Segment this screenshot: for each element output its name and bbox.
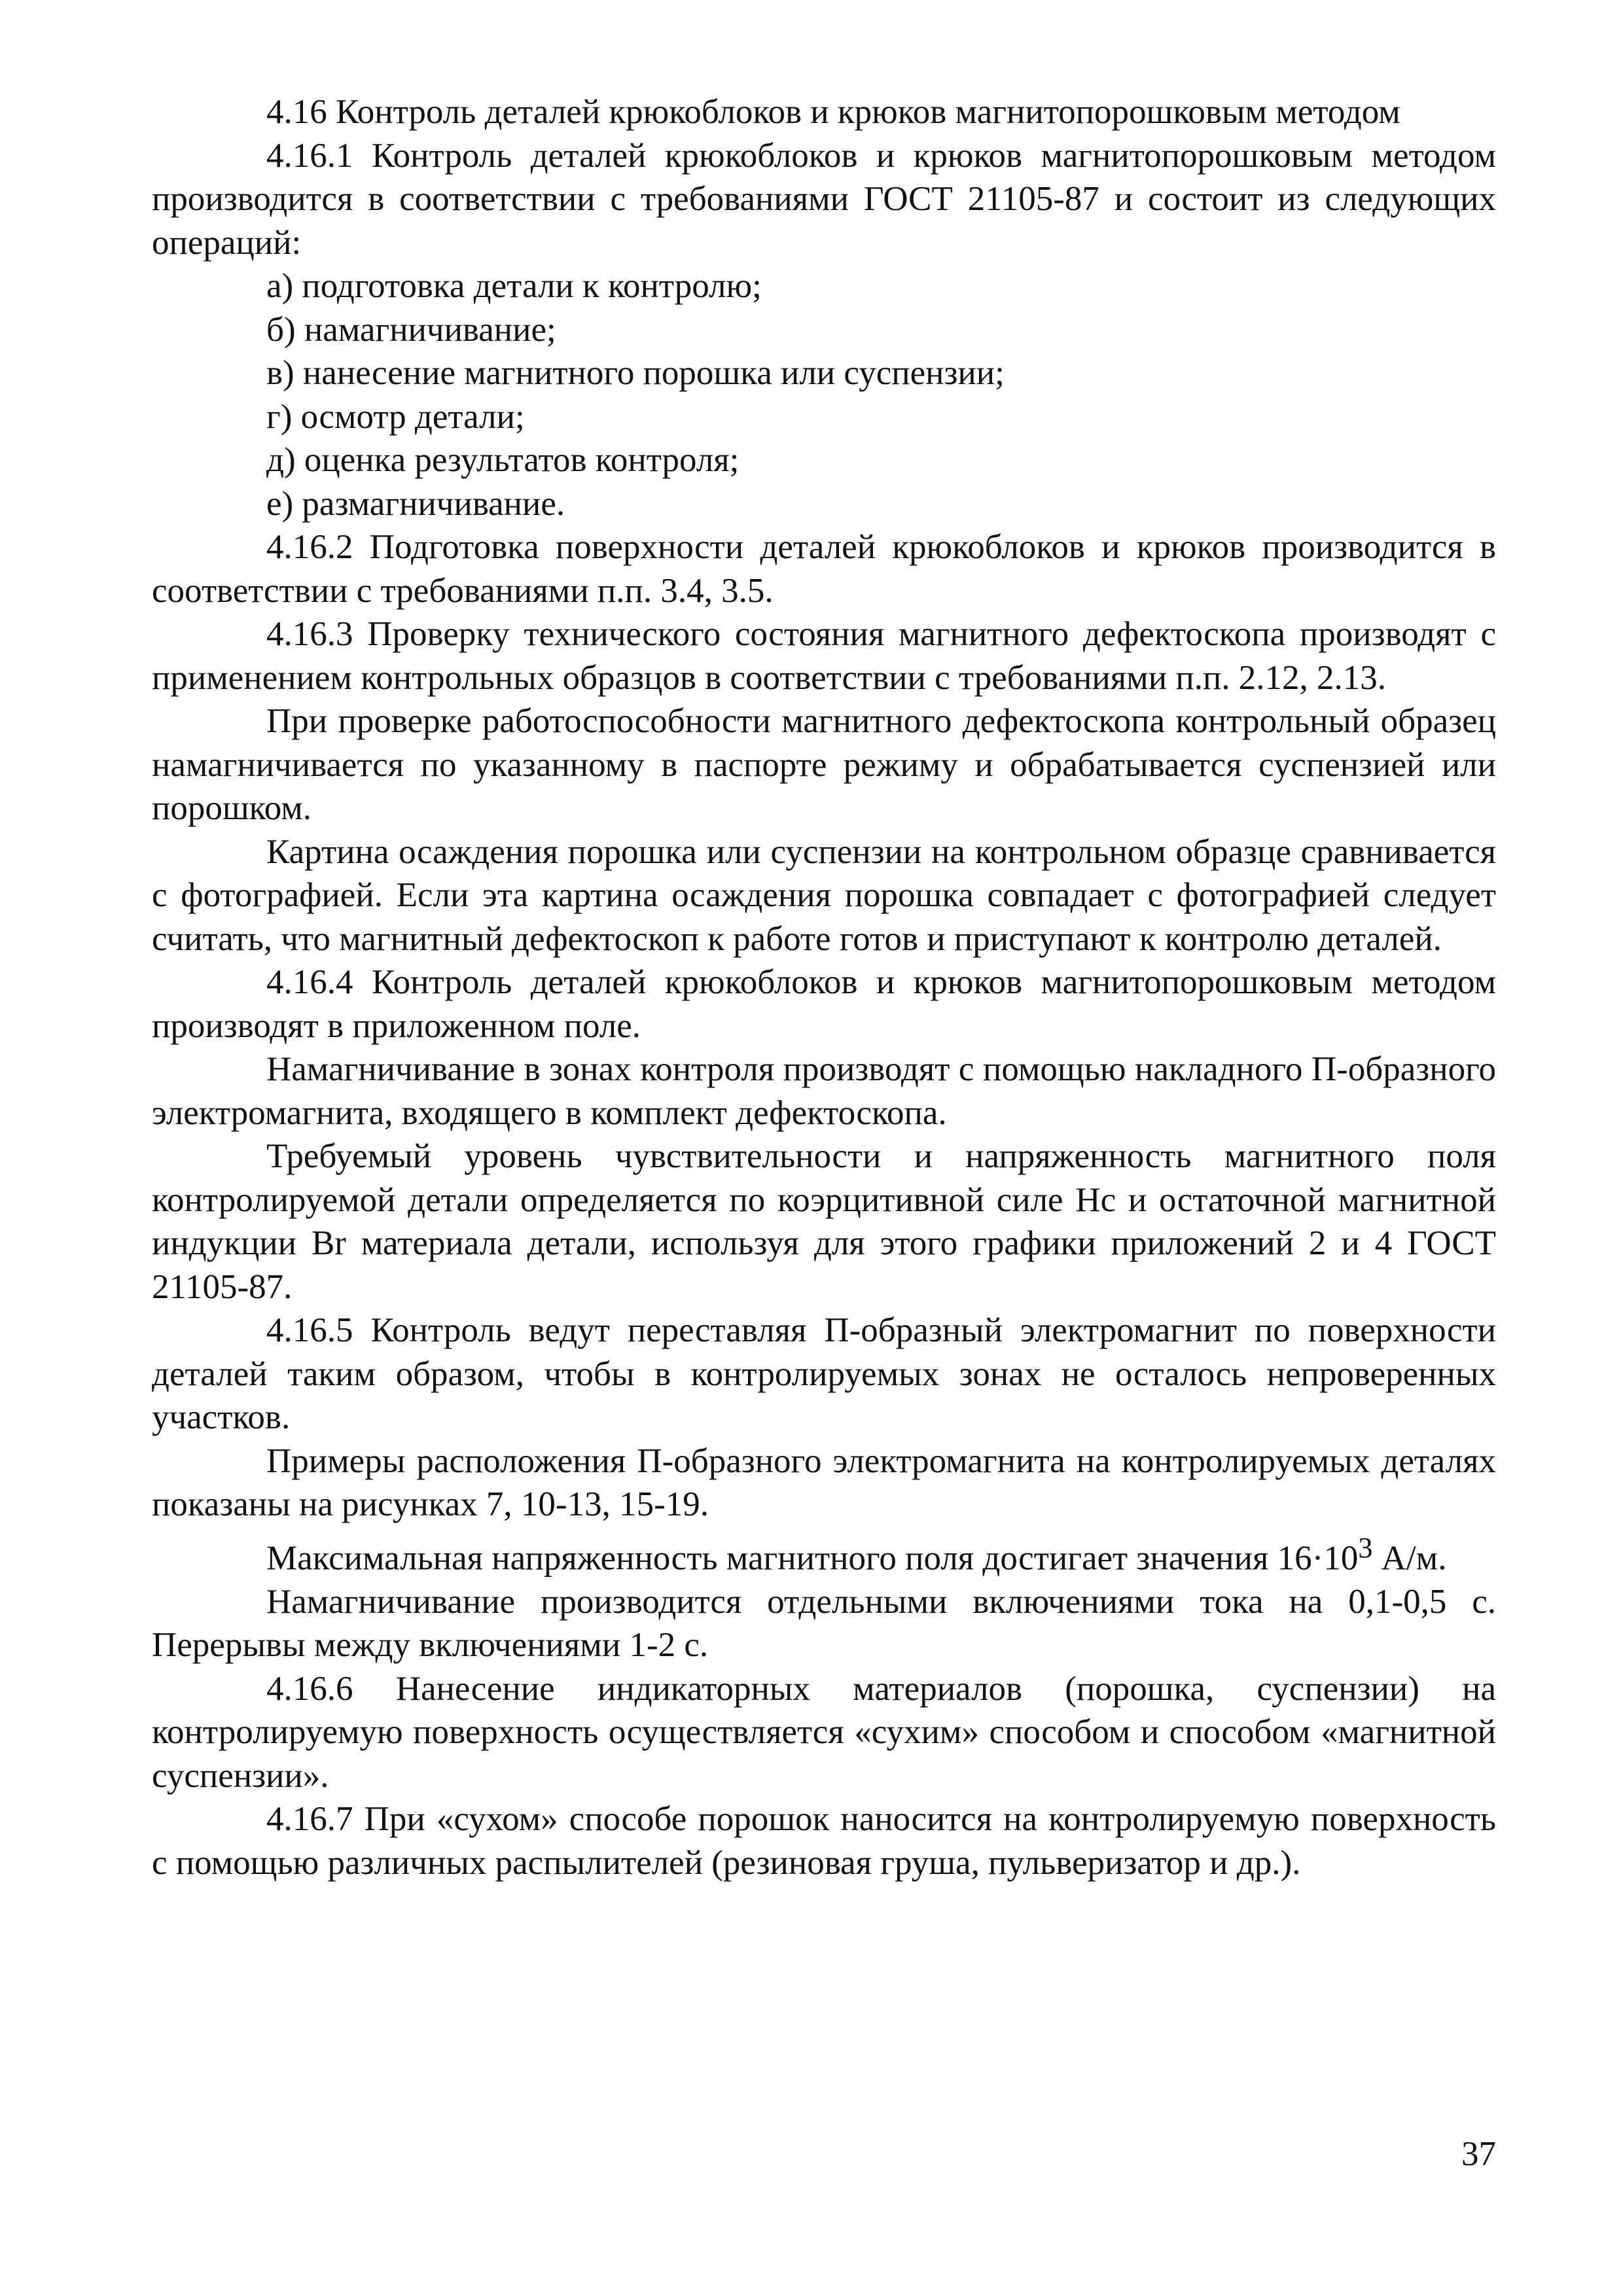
paragraph: 4.16.2 Подготовка поверхности деталей крюкоблоков и крюков производится в соответствии с требованиями п.п. 3.4, 3.5. (152, 528, 1496, 610)
paragraph: Намагничивание производится отдельными включениями тока на 0,1-0,5 с. Перерывы между включениями 1-2 с. (152, 1582, 1496, 1665)
paragraph: 4.16.6 Нанесение индикаторных материалов (порошка, суспензии) на контролируемую поверхность осуществляется «сухим» способом и способом «магнитной суспензии». (152, 1669, 1496, 1795)
paragraph: Требуемый уровень чувствительности и напряженность магнитного поля контролируемой детали определяется по коэрцитивной силе Нс и остаточной магнитной индукции Br материала детали, используя для этого графики приложений 2 и 4 ГОСТ 21105-87. (152, 1137, 1496, 1306)
paragraph: Картина осаждения порошка или суспензии на контрольном образце сравнивается с фотографией. Если эта картина осаждения порошка совпадает с фотографией следует считать, что магнитный дефектоскоп к работе готов и приступают к контролю деталей. (152, 832, 1496, 958)
field-value-dot: · (1311, 1539, 1324, 1578)
paragraph: 4.16.5 Контроль ведут переставляя П-образный электромагнит по поверхности деталей таким образом, чтобы в контролируемых зонах не осталось непроверенных участков. (152, 1311, 1496, 1436)
list-item: е) размагничивание. (266, 484, 565, 523)
document-page (152, 90, 1496, 1884)
list-item: г) осмотр детали; (266, 397, 525, 436)
list-item: б) намагничивание; (266, 310, 556, 349)
paragraph: 4.16.7 При «сухом» способе порошок наносится на контролируемую поверхность с помощью различных распылителей (резиновая груша, пульверизатор и др.). (152, 1800, 1496, 1882)
section-heading: 4.16 Контроль деталей крюкоблоков и крюков магнитопорошковым методом (266, 93, 1400, 131)
paragraph: Намагничивание в зонах контроля производят с помощью накладного П-образного электромагнита, входящего в комплект дефектоскопа. (152, 1050, 1496, 1132)
field-value-exponent: 3 (1358, 1531, 1373, 1564)
field-value-base: 10 (1323, 1539, 1359, 1578)
paragraph: 4.16.1 Контроль деталей крюкоблоков и крюков магнитопорошковым методом производится в соответствии с требованиями ГОСТ 21105-87 и состоит из следующих операций: (152, 136, 1496, 262)
list-item: в) нанесение магнитного порошка или суспензии; (266, 354, 1005, 392)
paragraph: 4.16.3 Проверку технического состояния магнитного дефектоскопа производят с применением контрольных образцов в соответствии с требованиями п.п. 2.12, 2.13. (152, 615, 1496, 697)
paragraph: При проверке работоспособности магнитного дефектоскопа контрольный образец намагничивается по указанному в паспорте режиму и обрабатывается суспензией или порошком. (152, 702, 1496, 827)
field-value-mantissa: 16 (1277, 1539, 1312, 1578)
list-item: д) оценка результатов контроля; (266, 441, 740, 479)
field-value-unit: А/м. (1381, 1539, 1447, 1578)
list-item: а) подготовка детали к контролю; (266, 267, 762, 305)
paragraph: 4.16.4 Контроль деталей крюкоблоков и крюков магнитопорошковым методом производят в приложенном поле. (152, 963, 1496, 1045)
paragraph: Примеры расположения П-образного электромагнита на контролируемых деталях показаны на рисунках 7, 10-13, 15-19. (152, 1441, 1496, 1523)
field-strength-text: Максимальная напряженность магнитного поля достигает значения (266, 1539, 1269, 1578)
paragraph-field-strength (152, 1527, 1496, 1580)
page-number: 37 (1461, 2135, 1496, 2173)
